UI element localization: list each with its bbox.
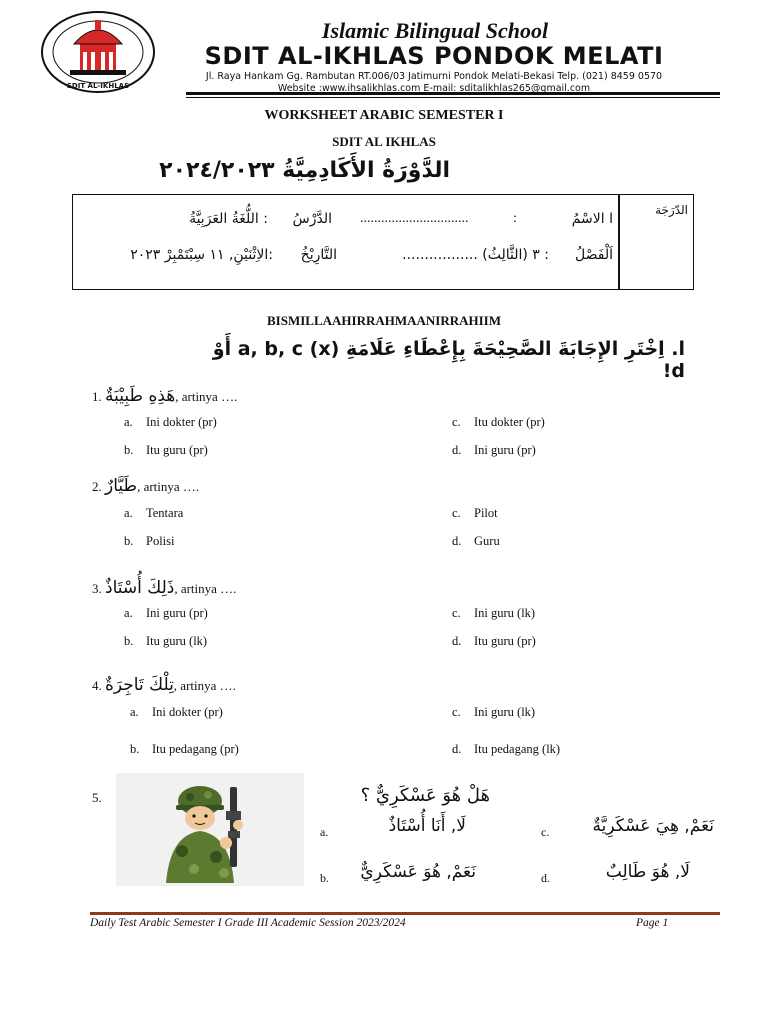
option-text: Tentara (146, 506, 184, 520)
question-number: 2. (92, 479, 102, 494)
grade-label: الدّرَجَة (655, 203, 688, 217)
option-letter: a. (124, 606, 133, 620)
question-number: 3. (92, 581, 102, 596)
option-letter: c. (452, 415, 461, 429)
lesson-label: الدَّرْسُ (292, 211, 332, 227)
school-logo (40, 10, 156, 94)
option-letter: a. (124, 506, 133, 520)
option-2a[interactable] (124, 506, 183, 521)
question-5-arabic: هَلْ هُوَ عَسْكَرِيٌّ ؟ (360, 785, 490, 806)
option-letter: c. (452, 506, 461, 520)
option-5b[interactable]: نَعَمْ, هُوَ عَسْكَرِيٌّ (360, 862, 476, 882)
option-text: Itu dokter (pr) (474, 415, 545, 429)
school-name: SDIT AL-IKHLAS PONDOK MELATI (204, 42, 664, 70)
question-number: 4. (92, 678, 102, 693)
question-3 (92, 578, 236, 598)
option-5d-letter: d. (541, 871, 550, 885)
option-letter: d. (452, 634, 462, 648)
option-text: Ini guru (lk) (474, 606, 536, 620)
option-3a[interactable] (124, 606, 208, 621)
option-1c[interactable] (452, 415, 545, 430)
option-2c[interactable] (452, 506, 498, 521)
grade-divider (618, 195, 620, 289)
option-letter: d. (452, 742, 462, 756)
instruction: ا. اِخْتَرِ الإِجَابَةَ الصَّحِيْحَةَ بِإِعْطَاءِ عَلَامَةِ (x) a, b, c أَوْ d! (212, 338, 685, 382)
header-rule-thick (186, 92, 720, 95)
soldier-illustration (116, 773, 304, 886)
question-suffix: , artinya …. (175, 389, 238, 404)
option-3d[interactable] (452, 634, 536, 649)
header-rule-thin (186, 97, 720, 98)
option-text: Ini guru (pr) (474, 443, 536, 457)
option-2b[interactable] (124, 534, 175, 549)
option-text: Guru (474, 534, 500, 548)
lesson-value: : اللُّغَةُ العَرَبِيَّةُ (189, 211, 268, 227)
option-letter: a. (130, 705, 139, 719)
option-letter: d. (452, 443, 462, 457)
question-suffix: , artinya …. (137, 479, 200, 494)
option-text: Itu pedagang (pr) (152, 742, 239, 756)
option-letter: b. (124, 443, 134, 457)
option-text: Ini dokter (pr) (146, 415, 217, 429)
option-letter: c. (452, 606, 461, 620)
option-3b[interactable] (124, 634, 207, 649)
logo-text: SDIT AL-IKHLAS (66, 82, 130, 90)
option-text: Itu guru (lk) (146, 634, 208, 648)
option-3c[interactable] (452, 606, 535, 621)
option-letter: a. (124, 415, 133, 429)
school-website: Website :www.ihsalikhlas.com E-mail: sditalikhlas265@gmail.com (277, 83, 591, 92)
question-arabic: ذَلِكَ أُسْتَاذٌ (105, 578, 175, 598)
option-1b[interactable] (124, 443, 208, 458)
question-4 (92, 675, 236, 695)
option-text: Itu guru (pr) (146, 443, 208, 457)
question-arabic: طَيَّارٌ (105, 476, 138, 496)
option-letter: c. (452, 705, 461, 719)
identity-box (72, 194, 694, 290)
question-5-number: 5. (92, 790, 102, 805)
date-value: :الاِثْنَيْنِ, ١١ سِبْتَمْبِرْ ٢٠٢٣ (130, 247, 273, 263)
option-1a[interactable] (124, 415, 217, 430)
option-text: Ini dokter (pr) (152, 705, 223, 719)
option-2d[interactable] (452, 534, 500, 549)
bismillah: BISMILLAAHIRRAHMAANIRRAHIIM (266, 313, 501, 328)
option-text: Ini guru (lk) (474, 705, 536, 719)
option-5c[interactable]: نَعَمْ, هِيَ عَسْكَرِيَّةٌ (592, 816, 714, 836)
school-subtitle: Islamic Bilingual School (321, 18, 549, 43)
name-field[interactable]: ............................... (360, 211, 469, 226)
option-5d[interactable]: لَا, هُوَ طَالِبٌ (605, 862, 690, 882)
question-2 (92, 476, 199, 496)
name-colon: : (513, 211, 517, 226)
name-label: ا الاسْمُ (571, 211, 613, 227)
option-text: Itu guru (pr) (474, 634, 536, 648)
question-1 (92, 386, 237, 406)
option-letter: b. (130, 742, 140, 756)
option-5b-letter: b. (320, 871, 329, 885)
footer-title: Daily Test Arabic Semester I Grade III Academic Session 2023/2024 (90, 917, 406, 929)
option-4c[interactable] (452, 705, 535, 720)
date-label: التَّارِيْخُ (300, 247, 337, 263)
option-5a-letter: a. (320, 825, 329, 839)
question-suffix: , artinya …. (174, 581, 237, 596)
question-arabic: تِلْكَ تَاجِرَةٌ (105, 675, 174, 695)
option-5c-letter: c. (541, 825, 550, 839)
option-1d[interactable] (452, 443, 536, 458)
worksheet-school: SDIT AL IKHLAS (332, 134, 436, 149)
option-text: Polisi (146, 534, 175, 548)
school-address: Jl. Raya Hankam Gg. Rambutan RT.006/03 Jatimurni Pondok Melati-Bekasi Telp. (021) 8459 0570 (205, 71, 663, 82)
option-5a[interactable]: لَا, أَنَا أُسْتَاذٌ (388, 816, 466, 836)
worksheet-title: WORKSHEET ARABIC SEMESTER I (264, 108, 504, 123)
class-value[interactable]: : ٣ (الثَّالِثُ) ................. (402, 247, 549, 263)
footer-rule (90, 912, 720, 915)
question-number: 1. (92, 389, 102, 404)
class-label: اَلْفَصْلُ (575, 247, 613, 263)
option-letter: b. (124, 534, 134, 548)
option-text: Itu pedagang (lk) (474, 742, 561, 756)
question-arabic: هَذِهِ طَبِيْبَةٌ (105, 386, 176, 406)
question-suffix: , artinya …. (173, 678, 236, 693)
option-4a[interactable] (130, 705, 223, 720)
option-4b[interactable] (130, 742, 239, 757)
option-letter: d. (452, 534, 462, 548)
option-letter: b. (124, 634, 134, 648)
option-4d[interactable] (452, 742, 560, 757)
option-text: Ini guru (pr) (146, 606, 208, 620)
academic-session: الدَّوْرَةُ الأَكَادِمِيَّةُ ٢٠٢٤/٢٠٢٣ (159, 158, 450, 183)
option-text: Pilot (474, 506, 498, 520)
page-number: Page 1 (636, 917, 669, 929)
